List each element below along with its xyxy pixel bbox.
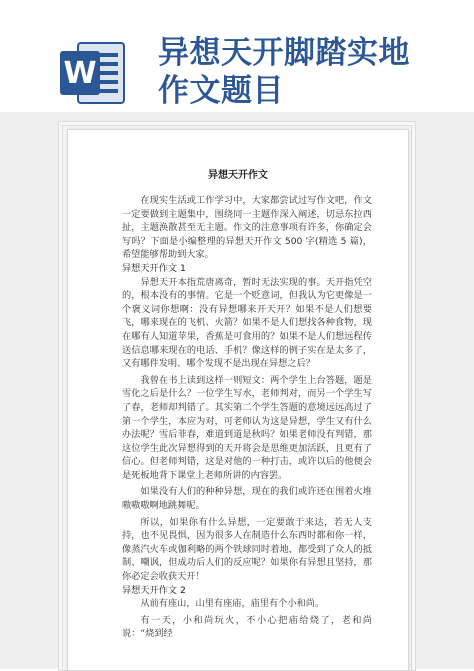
intro-paragraph: 在现实生活或工作学习中，大家都尝试过写作文吧，作文一定要做到主题集中，围绕同一主题作深入阐述，切忌东拉西扯，主题涣散甚至无主题。作文的注意事项有许多，你确定会写吗？下面是小编整理的异想天开作文 500 字(精选 5 篇)，希望能够帮助到大家。 xyxy=(122,195,372,261)
document-page xyxy=(67,129,409,671)
paragraph: 有一天，小和尚玩火，不小心把庙给烧了，老和尚说：“烧到经 xyxy=(122,614,372,640)
word-logo-letter: W xyxy=(63,56,97,91)
paragraph: 所以，如果你有什么异想，一定要敢于来达，若无人支持，也不见畏惧，因为很多人在制造什么东西时都和你一样，像蒸汽火车或伽利略的两个铁球同时着地，都受到了众人的抵制、嘲讽，但成功后人们的反应呢？如果你有异想且坚持，那你必定会收获天开！ xyxy=(122,516,372,583)
page-title xyxy=(158,34,410,110)
paragraph: 如果没有人们的种种异想，现在的我们或许还在围着火堆嗷嗷嗷啊地跳舞呢。 xyxy=(122,486,372,512)
section-heading: 异想天开作文 1 xyxy=(122,262,186,274)
document-title: 异想天开作文 xyxy=(208,170,268,181)
paragraph: 从前有座山，山里有座庙，庙里有个小和尚。 xyxy=(140,598,325,610)
paragraph: 我曾在书上读到这样一则短文：两个学生上台答题，题是雪化之后是什么？一位学生写水，老师判对，而另一个学生写了春，老师却判错了。其实第二个学生答题的意境远远高过了第一个学生，本应为对，可老师认为这是异想，学生又有什么办法呢？雪后菲春，难道到道是秋吗？如果老师没有判错，那这位学生此次异想得到的天开将会是思维更加活跃，且更有了信心。但老师判错，这是对他的一种打击，或许以后的他便会是死板地背下课堂上老师所讲的内容罢。 xyxy=(122,374,372,481)
page-header xyxy=(0,0,474,115)
word-document-icon xyxy=(56,37,128,109)
document-body xyxy=(122,194,372,641)
page-title-line2: 作文题目 xyxy=(158,73,284,109)
page-title-line1: 异想天开脚踏实地 xyxy=(158,35,410,71)
paragraph: 异想天开本指荒唐离奇，暂时无法实现的事。天开指凭空的，根本没有的事情。它是一个贬意词，但我认为它更像是一个褒义词你想啊：没有异想哪来开天开？如果不是人们想要飞，哪来现在的飞机、火箭？如果不是人们想找各种食物，现在哪有人知道苹果，香蕉是可食用的？如果不是人们想远程传送信息哪来现在的电话、手机？像这样的例子实在是太多了，又有哪件发明、哪个发现不是出现在异想之后？ xyxy=(122,276,372,370)
section-heading: 异想天开作文 2 xyxy=(122,584,186,596)
